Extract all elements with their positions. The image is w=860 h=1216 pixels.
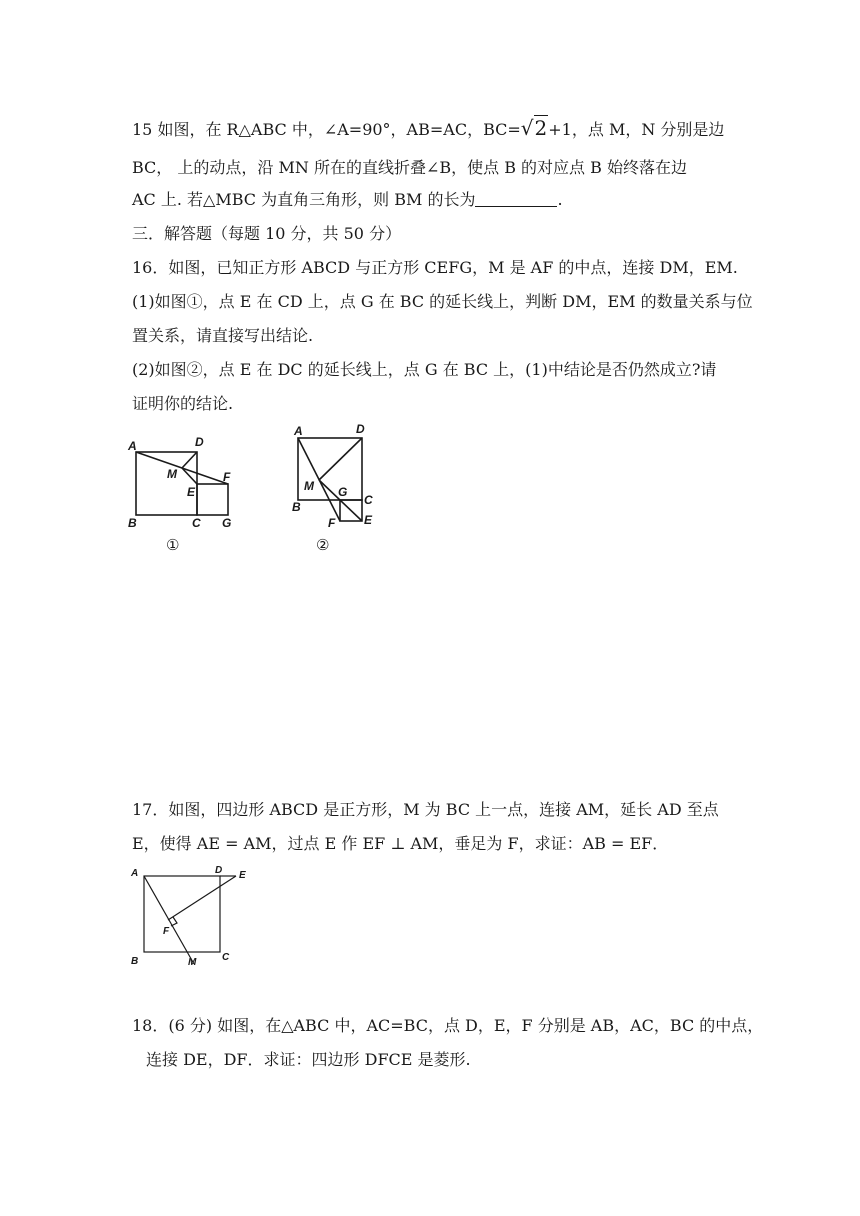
q15-line1 [132, 118, 724, 140]
q17-line2: E，使得 AE = AM，过点 E 作 EF ⊥ AM，垂足为 F，求证：AB = EF． [132, 834, 669, 853]
fig2-label-m: M [304, 479, 314, 493]
fig17-label-f: F [163, 926, 170, 937]
fig2-line-dm [319, 438, 362, 480]
fig2-caption: ② [316, 536, 330, 554]
section-heading: 三．解答题（每题 10 分，共 50 分） [132, 224, 402, 243]
fig1-label-b: B [128, 516, 137, 530]
fig17-label-c: C [222, 952, 230, 963]
fig17-label-d: D [215, 865, 223, 876]
q15-text-a: 15 如图，在 R△ABC 中，∠A=90°，AB=AC，BC= [132, 120, 521, 139]
fig1-label-m: M [167, 467, 177, 481]
fig17-label-a: A [131, 868, 139, 879]
q15-text-c: AC 上. 若△MBC 为直角三角形，则 BM 的长为 [132, 190, 476, 209]
figure-2 [286, 420, 386, 532]
q15-text-b: +1，点 M，N 分别是边 [548, 120, 725, 139]
q16-line4: (2)如图②，点 E 在 DC 的延长线上，点 G 在 BC 上，(1)中结论是否仍然成立?请 [132, 360, 717, 379]
fig1-label-c: C [192, 516, 201, 530]
fig1-label-g: G [222, 516, 232, 530]
fig1-square-cefg [197, 484, 228, 515]
fig1-label-f: F [223, 470, 231, 484]
fig1-label-e: E [187, 485, 196, 499]
fig2-label-e: E [364, 513, 373, 527]
sqrt-2: √2 [520, 116, 548, 140]
q15-line2: BC， 上的动点，沿 MN 所在的直线折叠∠B，使点 B 的对应点 B 始终落在边 [132, 158, 687, 177]
fig17-line-ef [168, 876, 236, 920]
fig1-label-d: D [195, 435, 204, 449]
q16-line1: 16．如图，已知正方形 ABCD 与正方形 CEFG，M 是 AF 的中点，连接 DM，EM. [132, 258, 738, 277]
q18-line1: 18．(6 分) 如图，在△ABC 中，AC=BC，点 D，E，F 分别是 AB，AC，BC 的中点， [132, 1016, 764, 1035]
fig17-label-b: B [131, 956, 139, 967]
fig17-label-e: E [239, 870, 246, 881]
q18-line2: 连接 DE，DF．求证：四边形 DFCE 是菱形. [146, 1050, 471, 1069]
fig2-label-g: G [338, 485, 348, 499]
figure-17 [124, 864, 254, 970]
fig2-label-b: B [292, 500, 301, 514]
fig1-caption: ① [166, 536, 180, 554]
fig1-line-dm [182, 452, 197, 468]
figure-1 [120, 432, 250, 532]
fig2-label-a: A [294, 424, 303, 438]
q16-line2: (1)如图①，点 E 在 CD 上，点 G 在 BC 的延长线上，判断 DM，EM 的数量关系与位 [132, 292, 753, 311]
fig2-label-c: C [364, 493, 373, 507]
fig2-label-f: F [328, 516, 336, 530]
fig17-label-m: M [188, 957, 197, 968]
q16-line3: 置关系，请直接写出结论. [132, 326, 314, 345]
fig2-label-d: D [356, 422, 365, 436]
fig1-label-a: A [128, 439, 137, 453]
q15-period: . [557, 190, 563, 209]
q15-line3 [132, 190, 563, 210]
q16-line5: 证明你的结论. [132, 394, 234, 413]
answer-blank [475, 192, 557, 207]
fig17-square-abcd [144, 876, 220, 952]
q17-line1: 17．如图，四边形 ABCD 是正方形，M 为 BC 上一点，连接 AM，延长 AD 至点 [132, 800, 719, 819]
